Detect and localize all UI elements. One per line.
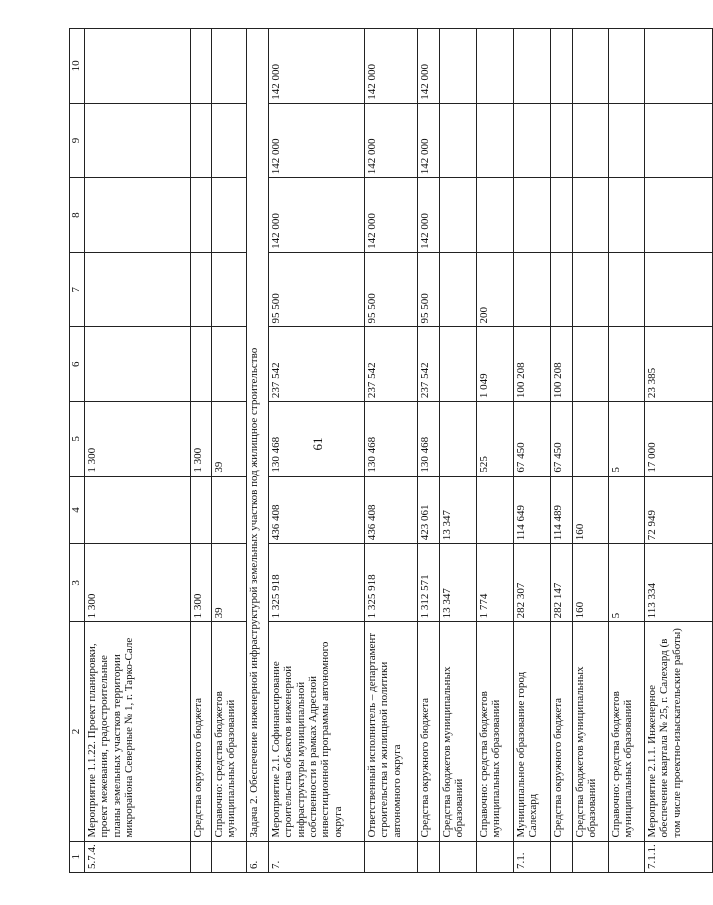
value-cell xyxy=(212,327,247,402)
column-number-header: 5 xyxy=(70,402,85,477)
table-row xyxy=(191,29,212,873)
value-cell xyxy=(514,103,551,178)
column-number-header: 2 xyxy=(70,622,85,841)
value-cell xyxy=(477,178,514,253)
value-cell: 1 312 571 xyxy=(418,544,440,622)
value-cell: 17 000 xyxy=(645,402,713,477)
value-cell xyxy=(514,29,551,104)
column-number-header: 7 xyxy=(70,252,85,327)
row-description-cell: Средства бюджетов муниципальных образований xyxy=(573,622,609,841)
value-cell xyxy=(85,252,191,327)
row-number-cell: 7.1. xyxy=(514,841,551,872)
value-cell: 200 xyxy=(477,252,514,327)
table-row xyxy=(573,29,609,873)
value-cell: 282 307 xyxy=(514,544,551,622)
value-cell xyxy=(477,476,514,544)
value-cell: 142 000 xyxy=(418,29,440,104)
value-cell: 1 300 xyxy=(191,402,212,477)
value-cell xyxy=(212,103,247,178)
value-cell xyxy=(609,327,645,402)
table-row xyxy=(609,29,645,873)
value-cell xyxy=(551,252,573,327)
row-description-cell: Средства окружного бюджета xyxy=(191,622,212,841)
value-cell xyxy=(191,327,212,402)
value-cell xyxy=(85,29,191,104)
row-number-cell xyxy=(551,841,573,872)
value-cell: 1 049 xyxy=(477,327,514,402)
row-description-cell: Мероприятие 2.1. Софинансирование строительства объектов инженерной инфраструктуры муниципальной собственности в рамках Адресной инвестиционной программы автономного округа xyxy=(269,622,365,841)
value-cell: 114 649 xyxy=(514,476,551,544)
value-cell: 13 347 xyxy=(440,544,477,622)
column-number-header: 6 xyxy=(70,327,85,402)
table-row xyxy=(418,29,440,873)
value-cell: 130 468 xyxy=(365,402,418,477)
row-number-cell xyxy=(609,841,645,872)
rotated-page xyxy=(69,28,683,873)
value-cell: 525 xyxy=(477,402,514,477)
value-cell xyxy=(212,252,247,327)
value-cell xyxy=(573,103,609,178)
value-cell xyxy=(551,178,573,253)
value-cell: 67 450 xyxy=(514,402,551,477)
row-description-cell: Справочно: средства бюджетов муниципальных образований xyxy=(477,622,514,841)
value-cell: 142 000 xyxy=(365,103,418,178)
table-header-row xyxy=(70,29,85,873)
value-cell xyxy=(212,29,247,104)
table-row xyxy=(645,29,713,873)
value-cell xyxy=(191,476,212,544)
row-description-cell: Средства бюджетов муниципальных образований xyxy=(440,622,477,841)
value-cell: 160 xyxy=(573,476,609,544)
table-row xyxy=(440,29,477,873)
value-cell: 1 300 xyxy=(85,544,191,622)
value-cell xyxy=(573,402,609,477)
value-cell: 100 208 xyxy=(514,327,551,402)
value-cell: 237 542 xyxy=(365,327,418,402)
value-cell: 1 774 xyxy=(477,544,514,622)
value-cell: 95 500 xyxy=(269,252,365,327)
table-row xyxy=(269,29,365,873)
value-cell xyxy=(645,103,713,178)
value-cell: 100 208 xyxy=(551,327,573,402)
row-number-cell xyxy=(573,841,609,872)
row-description-cell: Справочно: средства бюджетов муниципальных образований xyxy=(609,622,645,841)
value-cell xyxy=(551,103,573,178)
value-cell xyxy=(573,252,609,327)
value-cell: 13 347 xyxy=(440,476,477,544)
value-cell: 142 000 xyxy=(418,103,440,178)
value-cell: 423 061 xyxy=(418,476,440,544)
value-cell: 142 000 xyxy=(365,29,418,104)
value-cell: 1 325 918 xyxy=(269,544,365,622)
value-cell: 1 300 xyxy=(85,402,191,477)
column-number-header: 1 xyxy=(70,841,85,872)
value-cell: 436 408 xyxy=(269,476,365,544)
value-cell: 1 325 918 xyxy=(365,544,418,622)
column-number-header: 3 xyxy=(70,544,85,622)
row-number-cell xyxy=(418,841,440,872)
value-cell xyxy=(609,252,645,327)
value-cell xyxy=(609,178,645,253)
table-row xyxy=(514,29,551,873)
value-cell xyxy=(440,252,477,327)
value-cell: 142 000 xyxy=(418,178,440,253)
budget-table xyxy=(69,28,713,873)
value-cell xyxy=(645,252,713,327)
table-row xyxy=(247,29,269,873)
value-cell: 142 000 xyxy=(269,29,365,104)
row-number-cell xyxy=(365,841,418,872)
row-number-cell xyxy=(212,841,247,872)
table-row xyxy=(85,29,191,873)
value-cell: 237 542 xyxy=(269,327,365,402)
value-cell xyxy=(440,402,477,477)
page-number: 61 xyxy=(310,437,325,451)
value-cell: 142 000 xyxy=(269,178,365,253)
value-cell xyxy=(573,178,609,253)
value-cell: 5 xyxy=(609,544,645,622)
value-cell xyxy=(477,103,514,178)
table-row xyxy=(551,29,573,873)
table-row xyxy=(365,29,418,873)
value-cell xyxy=(85,476,191,544)
value-cell: 130 468 xyxy=(418,402,440,477)
row-number-cell xyxy=(440,841,477,872)
row-number-cell: 5.7.4. xyxy=(85,841,191,872)
value-cell: 282 147 xyxy=(551,544,573,622)
value-cell: 113 334 xyxy=(645,544,713,622)
column-number-header: 9 xyxy=(70,103,85,178)
value-cell xyxy=(191,103,212,178)
value-cell xyxy=(440,327,477,402)
row-number-cell: 7. xyxy=(269,841,365,872)
value-cell: 436 408 xyxy=(365,476,418,544)
value-cell: 142 000 xyxy=(365,178,418,253)
value-cell: 114 489 xyxy=(551,476,573,544)
value-cell xyxy=(551,29,573,104)
value-cell xyxy=(609,103,645,178)
value-cell xyxy=(191,252,212,327)
value-cell: 130 468 xyxy=(269,402,365,477)
row-description-cell: Мероприятие 1.1.22. Проект планировки, проект межевания, градостроительные планы земельных участков территории микрорайона Северные № 1, г. Тарко-Сале xyxy=(85,622,191,841)
row-number-cell: 7.1.1. xyxy=(645,841,713,872)
value-cell: 23 385 xyxy=(645,327,713,402)
column-number-header: 10 xyxy=(70,29,85,104)
value-cell xyxy=(645,178,713,253)
table-row xyxy=(477,29,514,873)
row-number-cell: 6. xyxy=(247,841,269,872)
row-number-cell xyxy=(477,841,514,872)
row-description-cell: Ответственный исполнитель – департамент строительства и жилищной политики автономного округа xyxy=(365,622,418,841)
value-cell xyxy=(85,327,191,402)
value-cell: 39 xyxy=(212,402,247,477)
row-description-cell: Мероприятие 2.1.1. Инженерное обеспечение квартала № 25, г. Салехард (в том числе проектно-изыскательские работы) xyxy=(645,622,713,841)
value-cell: 39 xyxy=(212,544,247,622)
row-description-cell: Средства окружного бюджета xyxy=(418,622,440,841)
value-cell: 5 xyxy=(609,402,645,477)
row-description-cell: Справочно: средства бюджетов муниципальных образований xyxy=(212,622,247,841)
value-cell xyxy=(609,476,645,544)
value-cell: 142 000 xyxy=(269,103,365,178)
row-description-cell: Муниципальное образование город Салехард xyxy=(514,622,551,841)
value-cell xyxy=(645,29,713,104)
value-cell xyxy=(85,178,191,253)
task-heading-cell: Задача 2. Обеспечение инженерной инфраструктурой земельных участков под жилищное строительство xyxy=(247,29,269,842)
value-cell: 237 542 xyxy=(418,327,440,402)
column-number-header: 4 xyxy=(70,476,85,544)
value-cell xyxy=(212,476,247,544)
table-row xyxy=(212,29,247,873)
value-cell xyxy=(191,29,212,104)
value-cell: 67 450 xyxy=(551,402,573,477)
value-cell xyxy=(514,252,551,327)
value-cell xyxy=(573,327,609,402)
value-cell xyxy=(85,103,191,178)
value-cell xyxy=(440,103,477,178)
row-number-cell xyxy=(191,841,212,872)
value-cell: 1 300 xyxy=(191,544,212,622)
value-cell xyxy=(514,178,551,253)
value-cell xyxy=(191,178,212,253)
value-cell xyxy=(212,178,247,253)
value-cell xyxy=(477,29,514,104)
value-cell xyxy=(609,29,645,104)
column-number-header: 8 xyxy=(70,178,85,253)
value-cell: 160 xyxy=(573,544,609,622)
value-cell xyxy=(440,29,477,104)
value-cell: 95 500 xyxy=(365,252,418,327)
value-cell xyxy=(573,29,609,104)
row-description-cell: Средства окружного бюджета xyxy=(551,622,573,841)
value-cell: 95 500 xyxy=(418,252,440,327)
value-cell: 72 949 xyxy=(645,476,713,544)
value-cell xyxy=(440,178,477,253)
